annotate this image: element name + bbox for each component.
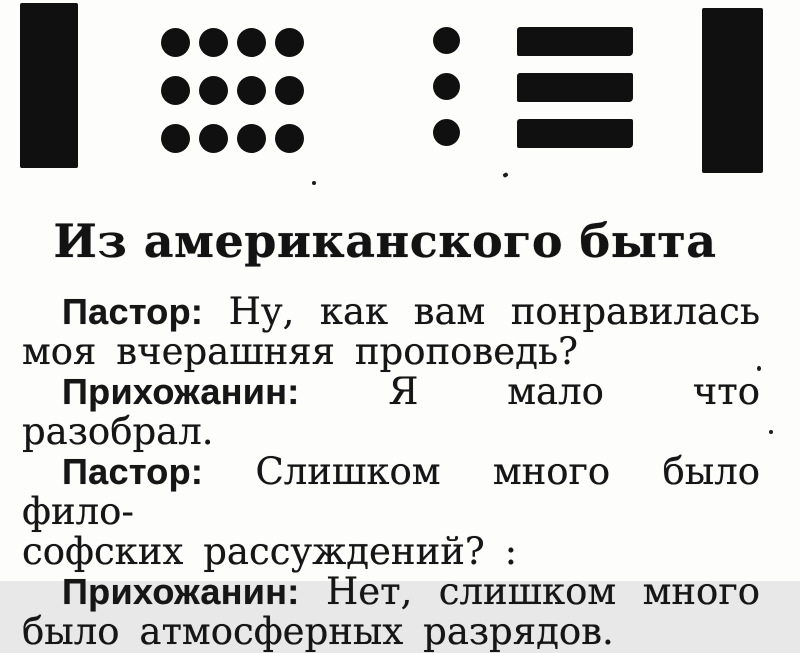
dialogue-text: Слишком много было фило- (22, 450, 760, 533)
left-vertical-bar-ornament (20, 3, 78, 168)
dialogue-body (22, 292, 760, 652)
dot-ornament (433, 27, 460, 54)
dot-ornament (237, 76, 266, 105)
dialogue-line (22, 452, 760, 532)
speaker-name: Пастор: (62, 291, 204, 332)
dialogue-line (22, 612, 760, 652)
bar-ornament (517, 119, 633, 148)
dialogue-text: Ну, как вам понравилась (203, 290, 760, 333)
dot-ornament (199, 76, 228, 105)
article-title: Из американского быта (53, 214, 717, 268)
speaker-name: Прихожанин: (62, 371, 300, 412)
dot-ornament (161, 28, 190, 57)
dot-ornament (433, 73, 460, 100)
dialogue-line (22, 372, 760, 452)
dialogue-line (22, 532, 760, 572)
ink-speck (312, 181, 316, 185)
dialogue-line (22, 572, 760, 612)
horizontal-bars-ornament (517, 27, 633, 148)
speaker-name: Прихожанин: (62, 571, 300, 612)
ink-speck (502, 172, 508, 178)
bar-ornament (517, 27, 633, 56)
bar-ornament (517, 73, 633, 102)
dialogue-text: моя вчерашняя проповедь? (22, 330, 578, 373)
dot-ornament (237, 124, 266, 153)
dialogue-line (22, 332, 760, 372)
dot-ornament (161, 76, 190, 105)
dialogue-text: Я мало что разобрал. (22, 370, 760, 453)
dot-ornament (433, 119, 460, 146)
dot-ornament (237, 28, 266, 57)
dot-ornament (275, 124, 304, 153)
dot-ornament (275, 28, 304, 57)
dot-ornament (275, 76, 304, 105)
dot-ornament (199, 28, 228, 57)
speaker-name: Пастор: (62, 451, 204, 492)
dot-ornament (161, 124, 190, 153)
dot-ornament (199, 124, 228, 153)
dialogue-line (22, 292, 760, 332)
right-vertical-bar-ornament (702, 8, 763, 173)
dialogue-text: Нет, слишком много (299, 570, 760, 613)
dot-grid-ornament (161, 28, 304, 153)
ink-speck (769, 430, 773, 434)
dot-column-ornament (433, 27, 460, 146)
dialogue-text: было атмосферных разрядов. (22, 610, 614, 653)
dialogue-text: софских рассуждений? : (22, 530, 518, 573)
